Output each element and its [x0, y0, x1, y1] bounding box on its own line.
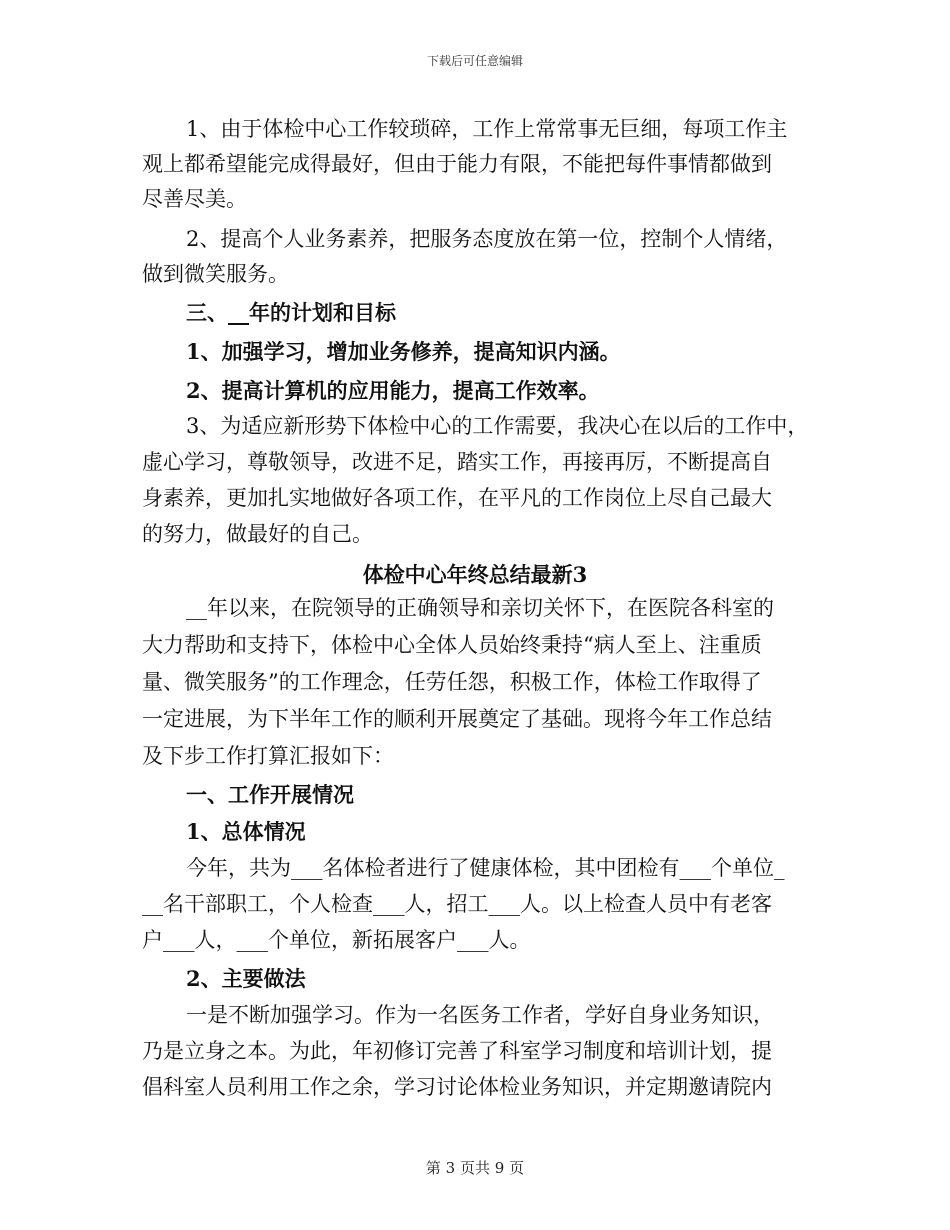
page-header: 下载后可任意编辑 — [426, 54, 523, 68]
section-heading: 一、工作开展情况 — [186, 782, 354, 807]
paragraph-line: 户___人，___个单位，新拓展客户___人。 — [142, 928, 531, 952]
paragraph-line: 观上都希望能完成得最好，但由于能力有限，不能把每件事情都做到 — [142, 152, 772, 176]
subsection-heading: 2、主要做法 — [186, 966, 306, 991]
paragraph-line: __名干部职工，个人检查___人，招工___人。以上检查人员中有老客 — [142, 892, 772, 916]
paragraph-line: 一定进展，为下半年工作的顺利开展奠定了基础。现将今年工作总结 — [142, 707, 772, 731]
paragraph-line: 尽善尽美。 — [142, 187, 247, 211]
paragraph-line: 及下步工作打算汇报如下： — [142, 744, 394, 768]
paragraph-line: 倡科室人员利用工作之余，学习讨论体检业务知识，并定期邀请院内 — [142, 1075, 772, 1099]
paragraph-line: 1、由于体检中心工作较琐碎，工作上常常事无巨细，每项工作主 — [186, 117, 788, 141]
paragraph-line: 2、提高个人业务素养，把服务态度放在第一位，控制个人情绪， — [186, 227, 788, 251]
paragraph-line: 今年，共为___名体检者进行了健康体检，其中团检有___个单位_ — [186, 856, 785, 880]
document-title: 体检中心年终总结最新3 — [362, 562, 588, 587]
paragraph-line: 虚心学习，尊敬领导，改进不足，踏实工作，再接再厉，不断提高自 — [142, 450, 772, 474]
section-heading: 三、__年的计划和目标 — [186, 300, 396, 325]
bold-item: 2、提高计算机的应用能力，提高工作效率。 — [186, 378, 600, 403]
paragraph-line: 的努力，做最好的自己。 — [142, 522, 373, 546]
page-footer: 第 3 页共 9 页 — [425, 1159, 525, 1177]
paragraph-line: 做到微笑服务。 — [142, 262, 289, 286]
paragraph-line: 一是不断加强学习。作为一名医务工作者，学好自身业务知识， — [186, 1003, 774, 1027]
subsection-heading: 1、总体情况 — [186, 819, 306, 844]
paragraph-line: 乃是立身之本。为此，年初修订完善了科室学习制度和培训计划，提 — [142, 1039, 772, 1063]
paragraph-line: __年以来，在院领导的正确领导和亲切关怀下，在医院各科室的 — [186, 596, 774, 620]
bold-item: 1、加强学习，增加业务修养，提高知识内涵。 — [186, 339, 621, 364]
paragraph-line: 量、微笑服务”的工作理念，任劳任怨，积极工作，体检工作取得了 — [142, 670, 762, 694]
paragraph-line: 3、为适应新形势下体检中心的工作需要，我决心在以后的工作中， — [186, 414, 809, 438]
paragraph-line: 大力帮助和支持下，体检中心全体人员始终秉持“病人至上、注重质 — [142, 633, 762, 657]
paragraph-line: 身素养，更加扎实地做好各项工作，在平凡的工作岗位上尽自己最大 — [142, 486, 772, 510]
